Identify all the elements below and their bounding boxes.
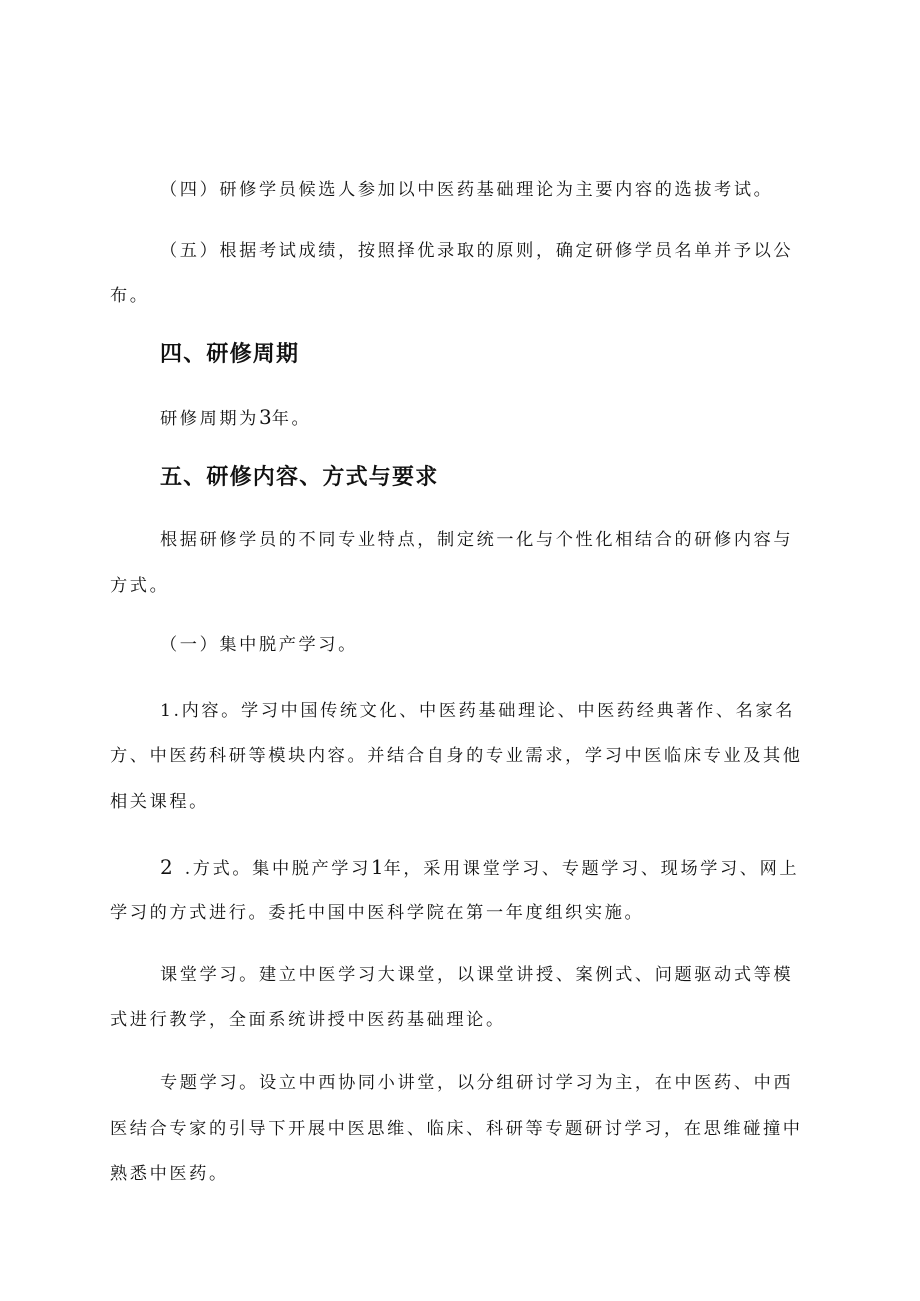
intro-line-1: 根据研修学员的不同专业特点，制定统一化与个性化相结合的研修内容与 [160,530,794,550]
item-4: （四）研修学员候选人参加以中医药基础理论为主要内容的选拔考试。 [160,180,774,200]
topic-line-3: 熟悉中医药。 [110,1164,229,1184]
topic-line-2: 医结合专家的引导下开展中医思维、临床、科研等专题研讨学习，在思维碰撞中 [110,1119,803,1139]
subsection-1-title: （一）集中脱产学习。 [160,635,358,655]
content-line-3: 相关课程。 [110,792,209,812]
method-line-2: 学习的方式进行。委托中国中医科学院在第一年度组织实施。 [110,903,645,923]
section-5-heading: 五、研修内容、方式与要求 [160,465,439,490]
content-line-1: 1.内容。学习中国传统文化、中医药基础理论、中医药经典著作、名家名 [160,701,796,721]
method-line-1 [160,855,799,881]
content-line-2: 方、中医药科研等模块内容。并结合自身的专业需求，学习中医临床专业及其他 [110,746,803,766]
period-suffix: 年。 [271,409,312,429]
topic-line-1: 专题学习。设立中西协同小讲堂，以分组研讨学习为主，在中医药、中西 [160,1073,794,1093]
method-text-b: 年，采用课堂学习、专题学习、现场学习、网上 [383,859,800,879]
section-4-heading: 四、研修周期 [160,342,300,367]
item-5-line-2: 布。 [110,286,150,306]
period-prefix: 研修周期为 [160,409,259,429]
classroom-line-2: 式进行教学，全面系统讲授中医药基础理论。 [110,1010,506,1030]
method-text-a: .方式。集中脱产学习 [184,859,371,879]
period-number: 3 [258,405,272,429]
method-year-number: 1 [370,855,384,879]
section-4-body [160,405,311,431]
classroom-line-1: 课堂学习。建立中医学习大课堂，以课堂讲授、案例式、问题驱动式等模 [160,965,794,985]
intro-line-2: 方式。 [110,576,170,596]
item-5-line-1: （五）根据考试成绩，按照择优录取的原则，确定研修学员名单并予以公 [160,241,794,261]
method-number: 2 [160,855,173,879]
